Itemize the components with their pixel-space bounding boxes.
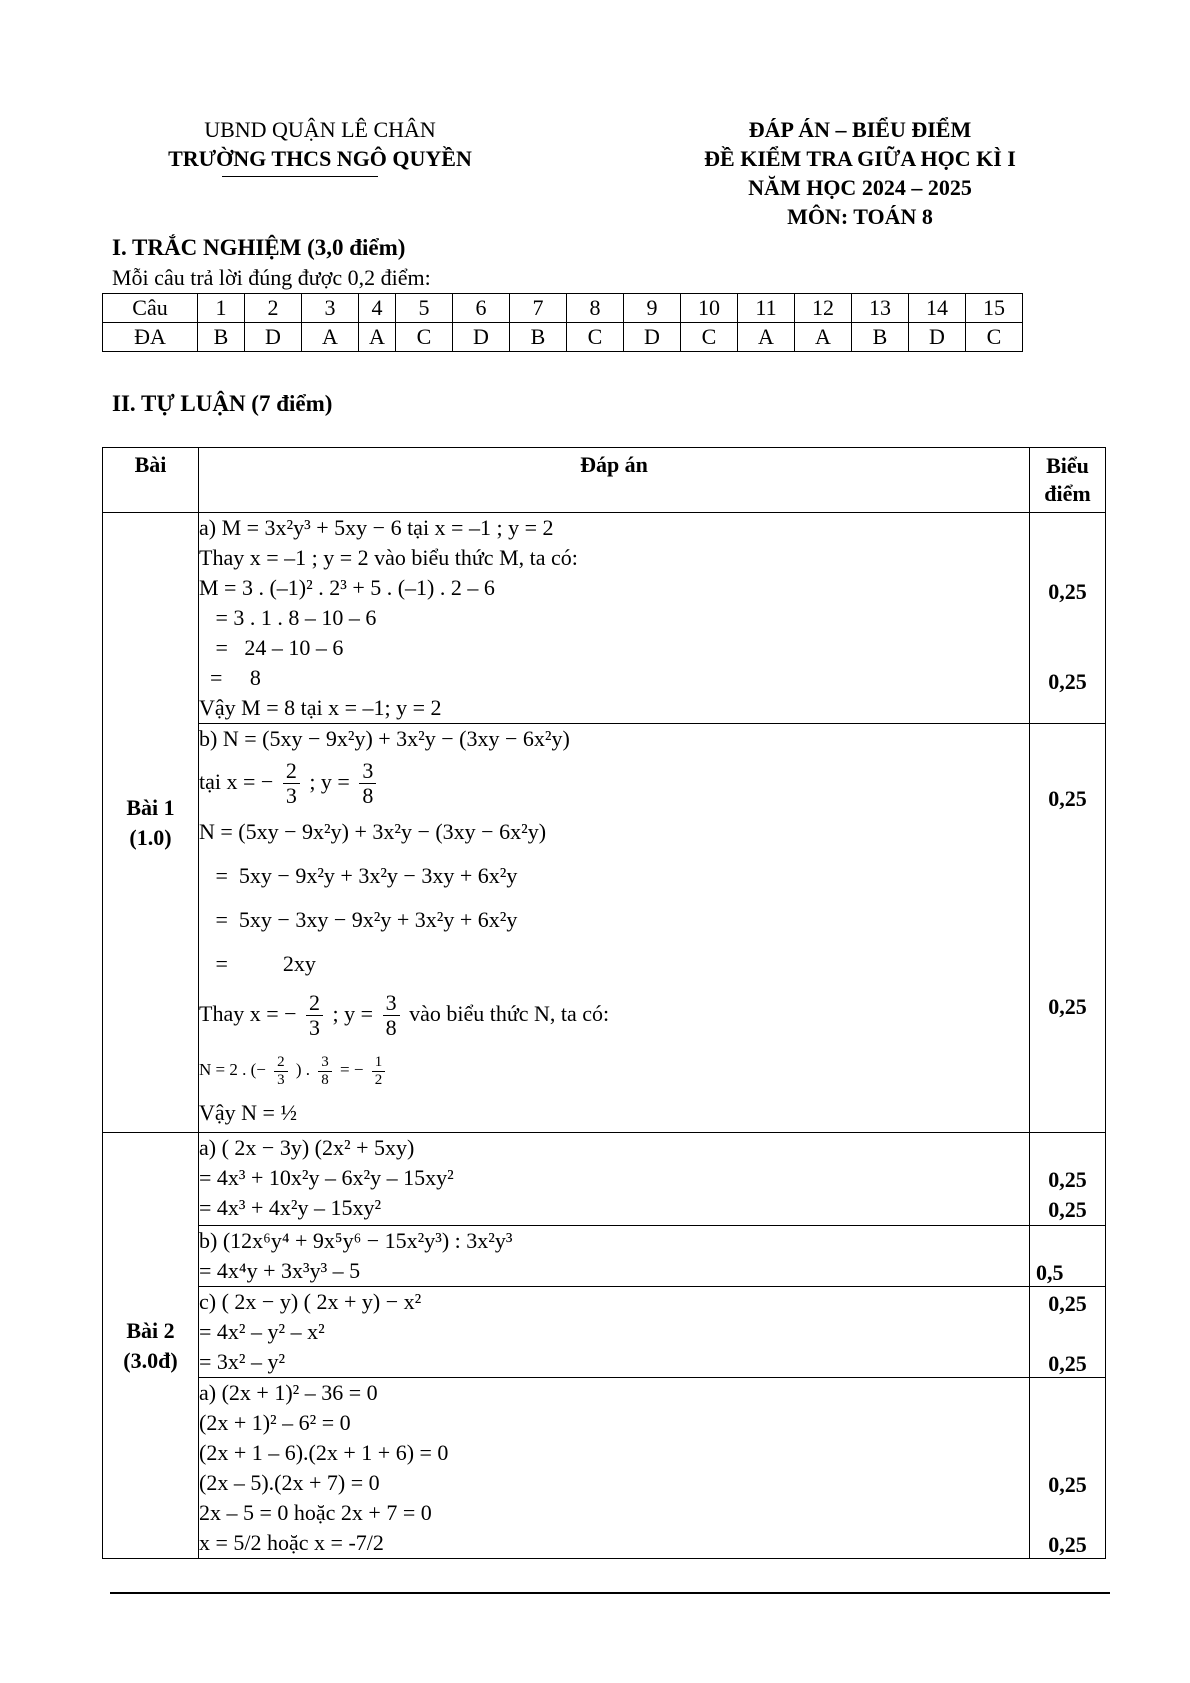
- answer-line: = 4x² – y² – x²: [199, 1319, 325, 1344]
- score-value: 0,5: [1036, 1260, 1064, 1285]
- answer-line: a) ( 2x − 3y) (2x² + 5xy): [199, 1135, 415, 1160]
- table-row: [103, 724, 1106, 1133]
- answer-line: (2x + 1 – 6).(2x + 1 + 6) = 0: [199, 1440, 449, 1465]
- col-header-answer: Đáp án: [199, 448, 1030, 513]
- answer-line: [199, 986, 1029, 1042]
- answer-letter: D: [624, 323, 681, 352]
- answer-line: N = (5xy − 9x²y) + 3x²y − (3xy − 6x²y): [199, 819, 547, 844]
- bai2-cell: [103, 1133, 199, 1559]
- question-number: 1: [198, 294, 245, 323]
- section2-title: II. TỰ LUẬN (7 điểm): [112, 391, 333, 416]
- answer-line: b) (12x⁶y⁴ + 9x⁵y⁶ − 15x²y³) : 3x²y³: [199, 1228, 513, 1253]
- answer-line: Thay x = –1 ; y = 2 vào biểu thức M, ta có:: [199, 545, 578, 570]
- fraction: [372, 1054, 386, 1089]
- essay-answer-table: [102, 447, 1106, 1559]
- mcq-answer-table: [102, 293, 1023, 352]
- answer-letter: D: [453, 323, 510, 352]
- bai1-cell: [103, 513, 199, 1133]
- answer-line: [199, 754, 1029, 810]
- fraction: [306, 991, 323, 1040]
- bai1-label: Bài 1: [126, 794, 175, 820]
- answer-line: = 4x⁴y + 3x³y³ – 5: [199, 1258, 361, 1283]
- header-underline: [222, 176, 378, 177]
- question-number: 14: [909, 294, 966, 323]
- table-row: [103, 1226, 1106, 1287]
- bai2-points: (3.0đ): [123, 1347, 178, 1373]
- frac-den: 3: [285, 783, 297, 809]
- score-value: 0,25: [1048, 1351, 1087, 1376]
- text-span: = −: [340, 1060, 364, 1079]
- answer-letter: A: [359, 323, 396, 352]
- answer-letter: B: [852, 323, 909, 352]
- fraction: [274, 1054, 288, 1089]
- score-value: 0,25: [1048, 786, 1087, 811]
- score-value: 0,25: [1048, 994, 1087, 1019]
- answer-line: = 8: [199, 665, 261, 690]
- answer-line: Vậy N = ½: [199, 1100, 297, 1125]
- bai2d-score: [1030, 1378, 1106, 1559]
- bai2c-answer: [199, 1287, 1030, 1378]
- answer-line: Vậy M = 8 tại x = –1; y = 2: [199, 695, 442, 720]
- frac-den: 3: [309, 1015, 321, 1041]
- fraction: [383, 991, 400, 1040]
- bai1-points: (1.0): [129, 824, 172, 850]
- table-row: [103, 1287, 1106, 1378]
- text-span: N = 2 . (−: [199, 1060, 266, 1079]
- frac-num: 1: [372, 1054, 386, 1072]
- score-value: 0,25: [1048, 1291, 1087, 1316]
- text-span: ; y =: [309, 769, 356, 794]
- answer-line: = 4x³ + 4x²y – 15xy²: [199, 1195, 382, 1220]
- section1-title: I. TRẮC NGHIỆM (3,0 điểm): [112, 235, 406, 260]
- answer-line: (2x + 1)² – 6² = 0: [199, 1410, 351, 1435]
- school-name: TRƯỜNG THCS NGÔ QUYỀN: [168, 146, 472, 171]
- answer-line: [199, 1042, 1029, 1098]
- fraction: [283, 759, 300, 808]
- answer-letter: D: [909, 323, 966, 352]
- fraction: [318, 1054, 332, 1089]
- bai1b-score: [1030, 724, 1106, 1133]
- frac-num: 3: [383, 991, 400, 1016]
- score-value: 0,25: [1048, 1167, 1087, 1192]
- answer-row: [103, 323, 1023, 352]
- frac-num: 3: [359, 759, 376, 784]
- score-value: 0,25: [1048, 1197, 1087, 1222]
- question-number: 12: [795, 294, 852, 323]
- question-number: 13: [852, 294, 909, 323]
- question-number: 9: [624, 294, 681, 323]
- answer-letter: D: [245, 323, 302, 352]
- answer-line: a) (2x + 1)² – 36 = 0: [199, 1380, 378, 1405]
- frac-den: 2: [374, 1071, 383, 1088]
- bai2d-answer: [199, 1378, 1030, 1559]
- answer-line: a) M = 3x²y³ + 5xy − 6 tại x = –1 ; y = 2: [199, 515, 554, 540]
- answer-letter: C: [567, 323, 624, 352]
- frac-num: 3: [318, 1054, 332, 1072]
- bai1a-answer: [199, 513, 1030, 724]
- answer-label: ĐA: [103, 323, 198, 352]
- answer-letter: A: [738, 323, 795, 352]
- question-number: 3: [302, 294, 359, 323]
- question-number: 8: [567, 294, 624, 323]
- answer-letter: C: [396, 323, 453, 352]
- answer-line: = 3 . 1 . 8 – 10 – 6: [199, 605, 377, 630]
- essay-header-row: [103, 448, 1106, 513]
- answer-letter: B: [510, 323, 567, 352]
- question-number: 11: [738, 294, 795, 323]
- subject: MÔN: TOÁN 8: [787, 204, 933, 229]
- bai2b-score: [1030, 1226, 1106, 1287]
- answer-line: c) ( 2x − y) ( 2x + y) − x²: [199, 1289, 422, 1314]
- bai2a-answer: [199, 1133, 1030, 1226]
- answer-line: (2x – 5).(2x + 7) = 0: [199, 1470, 380, 1495]
- col-header-bai: Bài: [103, 448, 199, 513]
- answer-key-title: ĐÁP ÁN – BIỂU ĐIỂM: [748, 117, 972, 142]
- answer-line: x = 5/2 hoặc x = -7/2: [199, 1530, 384, 1555]
- table-row: [103, 513, 1106, 724]
- bai2c-score: [1030, 1287, 1106, 1378]
- text-span: Thay x = −: [199, 1001, 297, 1026]
- text-span: vào biểu thức N, ta có:: [409, 1001, 610, 1026]
- answer-line: = 5xy − 9x²y + 3x²y − 3xy + 6x²y: [199, 863, 518, 888]
- school-year: NĂM HỌC 2024 – 2025: [748, 175, 972, 200]
- bai1a-score: [1030, 513, 1106, 724]
- answer-letter: B: [198, 323, 245, 352]
- school-header: [120, 115, 520, 173]
- footer-divider: [110, 1592, 1110, 1594]
- answer-line: = 3x² – y²: [199, 1349, 286, 1374]
- score-value: 0,25: [1048, 1532, 1087, 1557]
- answer-line: 2x – 5 = 0 hoặc 2x + 7 = 0: [199, 1500, 432, 1525]
- answer-letter: A: [795, 323, 852, 352]
- score-value: 0,25: [1048, 669, 1087, 694]
- fraction: [359, 759, 376, 808]
- answer-line: = 5xy − 3xy − 9x²y + 3x²y + 6x²y: [199, 907, 518, 932]
- score-value: 0,25: [1048, 579, 1087, 604]
- text-span: ; y =: [332, 1001, 379, 1026]
- question-number: 10: [681, 294, 738, 323]
- col-header-score: [1030, 448, 1106, 513]
- question-number: 2: [245, 294, 302, 323]
- frac-den: 3: [277, 1071, 285, 1088]
- answer-letter: C: [966, 323, 1023, 352]
- question-label: Câu: [103, 294, 198, 323]
- question-number: 4: [359, 294, 396, 323]
- exam-header: [640, 115, 1080, 231]
- answer-line: b) N = (5xy − 9x²y) + 3x²y − (3xy − 6x²y): [199, 726, 570, 751]
- frac-num: 2: [283, 759, 300, 784]
- exam-title: ĐỀ KIỂM TRA GIỮA HỌC KÌ I: [704, 146, 1016, 171]
- answer-line: = 24 – 10 – 6: [199, 635, 344, 660]
- answer-line: M = 3 . (–1)² . 2³ + 5 . (–1) . 2 – 6: [199, 575, 495, 600]
- bai1b-answer: [199, 724, 1030, 1133]
- answer-letter: A: [302, 323, 359, 352]
- question-number: 15: [966, 294, 1023, 323]
- frac-den: 8: [385, 1015, 397, 1041]
- frac-num: 2: [306, 991, 323, 1016]
- table-row: [103, 1378, 1106, 1559]
- table-row: [103, 1133, 1106, 1226]
- district-name: UBND QUẬN LÊ CHÂN: [204, 117, 436, 142]
- col-header-score-1: Biểu: [1046, 453, 1089, 478]
- frac-den: 8: [321, 1071, 329, 1088]
- bai2-label: Bài 2: [126, 1317, 175, 1343]
- text-span: tại x = −: [199, 769, 274, 794]
- section1-note: Mỗi câu trả lời đúng được 0,2 điểm:: [112, 265, 431, 290]
- answer-line: = 4x³ + 10x²y – 6x²y – 15xy²: [199, 1165, 454, 1190]
- score-value: 0,25: [1048, 1472, 1087, 1497]
- question-row: [103, 294, 1023, 323]
- frac-num: 2: [274, 1054, 288, 1072]
- answer-line: = 2xy: [199, 951, 316, 976]
- answer-letter: C: [681, 323, 738, 352]
- question-number: 7: [510, 294, 567, 323]
- frac-den: 8: [362, 783, 374, 809]
- bai2b-answer: [199, 1226, 1030, 1287]
- question-number: 5: [396, 294, 453, 323]
- text-span: ) .: [295, 1060, 315, 1079]
- question-number: 6: [453, 294, 510, 323]
- col-header-score-2: điểm: [1044, 481, 1091, 506]
- bai2a-score: [1030, 1133, 1106, 1226]
